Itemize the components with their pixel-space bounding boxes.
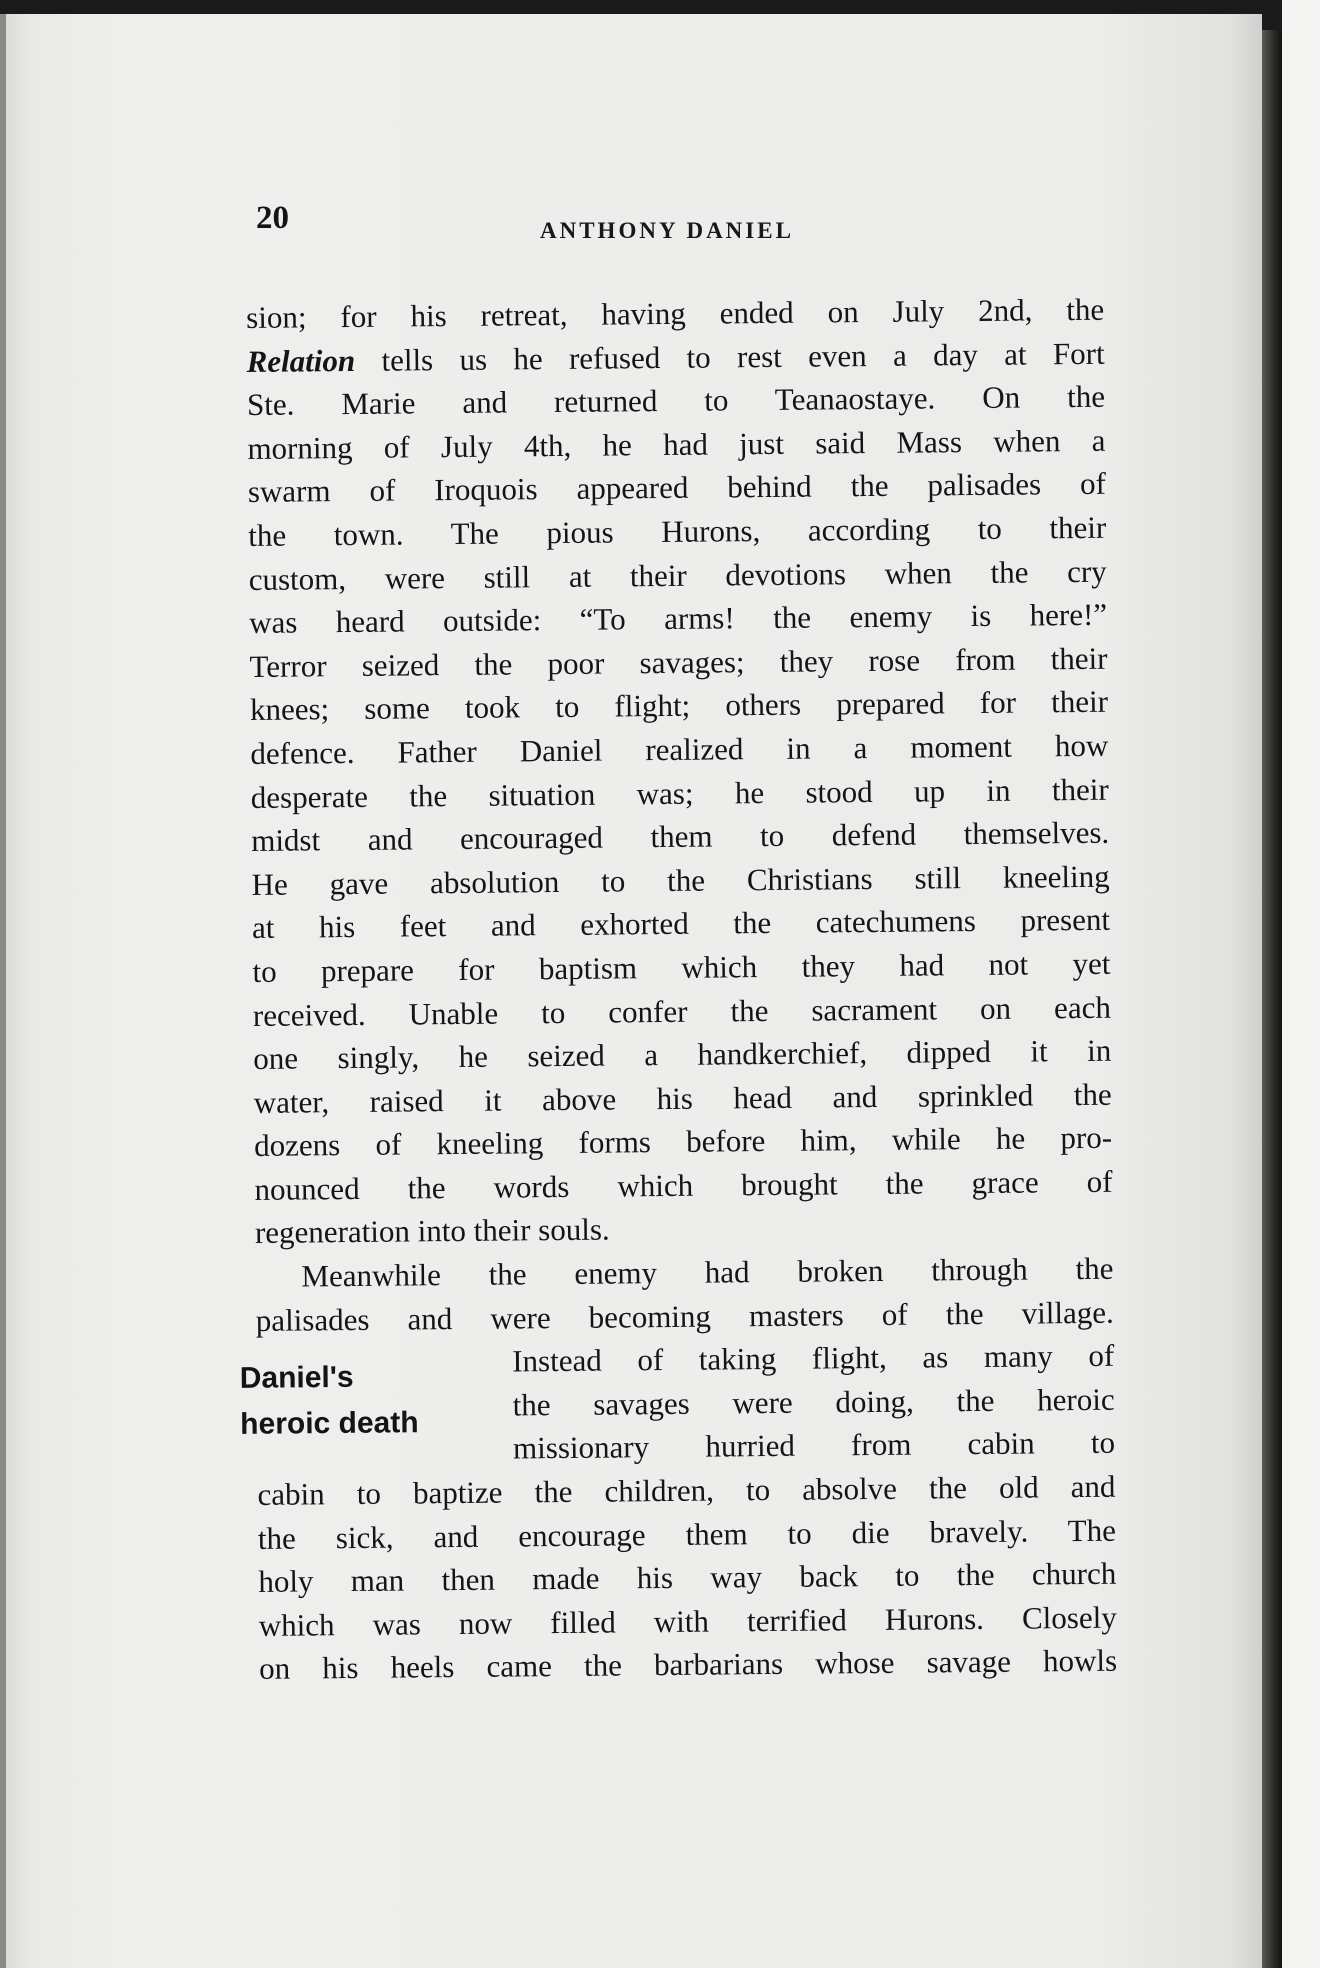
italic-title: Relation [246, 342, 356, 379]
text-line: knees; some took to flight; others prepared for their [249, 684, 1109, 728]
left-edge-shadow [0, 14, 6, 1968]
text-line: Ste. Marie and returned to Teanaostaye. On the [246, 378, 1106, 423]
text-line: dozens of kneeling forms before him, while he pro- [253, 1120, 1113, 1164]
sidenote-line-2: heroic death [240, 1406, 419, 1441]
text-line: Relation tells us he refused to rest even a day at Fort [246, 335, 1105, 379]
text-line: sion; for his retreat, having ended on July 2nd, the [246, 291, 1105, 335]
text-line: which was now filled with terrified Hurons. Closely [258, 1599, 1117, 1643]
text-line: Terror seized the poor savages; they rose from their [249, 640, 1108, 684]
text-line: midst and encouraged them to defend themselves. [251, 814, 1110, 859]
text-line: cabin to baptize the children, to absolve the old and [257, 1468, 1116, 1512]
text-line: morning of July 4th, he had just said Mass when a [247, 422, 1106, 466]
text-line: on his heels came the barbarians whose savage howls [259, 1643, 1118, 1687]
text-line: the savages were doing, the heroic [512, 1381, 1115, 1423]
text-line: holy man then made his way back to the church [258, 1555, 1117, 1600]
body-text [246, 288, 1117, 1691]
text-line: water, raised it above his head and sprinkled the [253, 1076, 1112, 1120]
right-margin-strip [1282, 0, 1320, 1968]
book-edge [1262, 30, 1282, 1968]
text-line: at his feet and exhorted the catechumens present [251, 902, 1111, 946]
text-line: palisades and were becoming masters of the village. [255, 1294, 1114, 1338]
text-line: the town. The pious Hurons, according to their [248, 509, 1107, 553]
text-line: received. Unable to confer the sacrament on each [252, 989, 1112, 1033]
text-line: He gave absolution to the Christians still kneeling [251, 858, 1110, 902]
text-line: Instead of taking flight, as many of [512, 1337, 1115, 1379]
text-line: to prepare for baptism which they had not yet [252, 945, 1111, 989]
text-line: was heard outside: “To arms! the enemy is here!” [248, 596, 1108, 641]
text-line: custom, were still at their devotions when the cry [248, 553, 1107, 597]
page-number: 20 [256, 200, 289, 236]
running-head: ANTHONY DANIEL [540, 218, 794, 243]
text-line: swarm of Iroquois appeared behind the palisades of [247, 466, 1107, 510]
text-line: missionary hurried from cabin to [512, 1425, 1116, 1466]
text-line: defence. Father Daniel realized in a moment how [250, 727, 1109, 771]
text-line: nounced the words which brought the grace of [254, 1163, 1113, 1207]
text-line: regeneration into their souls. [254, 1212, 610, 1251]
sidenote-line-1: Daniel's [239, 1360, 354, 1395]
text-line: one singly, he seized a handkerchief, dipped it in [253, 1032, 1112, 1077]
text-line: the sick, and encourage them to die bravely. The [257, 1512, 1117, 1556]
text-line: Meanwhile the enemy had broken through the [301, 1250, 1114, 1294]
text-line: desperate the situation was; he stood up in their [250, 771, 1109, 815]
